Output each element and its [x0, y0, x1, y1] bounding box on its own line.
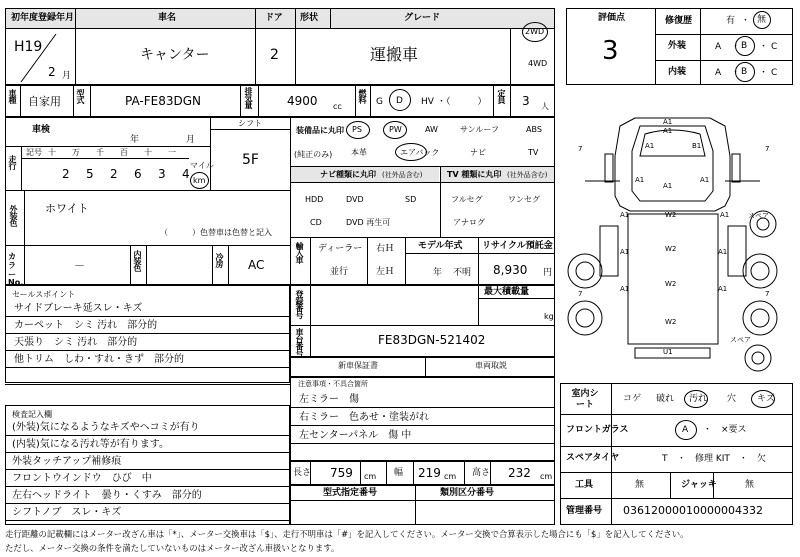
height-unit: cm: [540, 472, 553, 481]
equipment-label: 装備品に丸印: [296, 126, 344, 135]
ext-dot2: ・: [759, 42, 769, 52]
notes-label: 注意事項・不具合箇所: [298, 380, 368, 388]
color-repaint: （ ）色替車は色替と記入: [160, 228, 272, 237]
jack-label: ジャッキ: [681, 480, 717, 490]
ext-b: B: [741, 41, 748, 51]
width-value: 219: [418, 466, 441, 480]
mileage-digit: 6: [134, 167, 142, 181]
km-label: km: [193, 176, 206, 185]
max-load-label: 最大積載量: [484, 287, 530, 297]
int-dot2: ・: [759, 68, 769, 78]
import-label: 輸入車: [295, 242, 304, 263]
diagram-a1-l3: A1: [620, 285, 630, 293]
ext-dot1: ・: [731, 42, 741, 52]
footer-line1: 走行距離の記載欄にはメーター改ざん車は「*」、メーター交換車は「$」、走行不明車は「#」を記入してください。メーター交換で合算表示した場合にも「$」を記入してください。: [5, 529, 689, 539]
type-label: 車種: [8, 89, 17, 103]
mileage-digit-label: 記号: [26, 148, 42, 157]
diagram-w2-1: W2: [665, 211, 677, 219]
navi-item: SD: [405, 195, 417, 204]
notes-line: 右ミラー 色あせ・塗装がれ: [299, 412, 429, 423]
equipment-item: TV: [528, 148, 539, 157]
mgmt-label: 管理番号: [566, 506, 603, 516]
sheet-item: コゲ: [623, 394, 642, 404]
repair-no: 無: [757, 15, 767, 25]
height-value: 232: [508, 466, 531, 480]
disp-label: 排気量: [244, 87, 253, 108]
equipment-item: PS: [352, 125, 362, 134]
mileage-digit-label: 千: [96, 148, 104, 157]
diagram-a1-f1: A1: [645, 142, 655, 150]
spare-kit: ・ 修理 KIT ・ 欠: [677, 454, 766, 464]
model-year-unit: 年: [433, 268, 443, 278]
manual: 車両取説: [475, 361, 507, 370]
car-name-value: キャンター: [140, 47, 210, 63]
grade-value: 運搬車: [370, 45, 419, 64]
diagram-a1-c: A1: [663, 182, 673, 190]
tv-label: TV 種類に丸印: [447, 170, 502, 179]
ext-a: A: [715, 42, 722, 52]
door-label: ドア: [265, 13, 283, 23]
month-unit: 月: [62, 71, 72, 81]
inspect-line: フロントウインドウ ひび 中: [12, 473, 152, 484]
insp-month-unit: 月: [186, 135, 196, 145]
ac-value: AC: [248, 258, 265, 272]
diagram-a1-top: A1: [663, 118, 673, 126]
sheet-item: 汚れ: [689, 394, 708, 404]
ext-label: 外装: [668, 41, 687, 51]
equipment-item: サンルーフ: [460, 125, 499, 134]
tv-item: ワンセグ: [508, 195, 540, 204]
mileage-digit: 4: [182, 167, 190, 181]
registration-label: 登録番号: [295, 290, 304, 318]
equipment-sublabel: (純正のみ): [294, 150, 333, 159]
recycle-value: 8,930: [493, 263, 528, 277]
ac-label: 冷房: [215, 253, 224, 267]
year-label: 初年度登録年月: [11, 13, 75, 23]
spare-label: スペアタイヤ: [566, 453, 620, 463]
footer-line2: ただし、メーター交換の条件を満たしていないものはメーター改ざん車扱いとなります。: [5, 543, 340, 553]
doors-value: 2: [270, 47, 279, 63]
import-left-h: 左Ｈ: [376, 267, 395, 277]
int-b: B: [741, 67, 748, 77]
navi-label: ナビ種類に丸印: [320, 170, 376, 179]
capacity-unit: 人: [541, 102, 549, 111]
model-year-label: モデル年式: [418, 241, 463, 251]
score-value: 3: [602, 36, 619, 66]
len-label: 長さ: [293, 468, 312, 478]
len-unit: cm: [364, 472, 377, 481]
diagram-a1-s1: A1: [620, 211, 630, 219]
fuel-g: G: [376, 97, 383, 107]
equipment-item: 本革: [351, 148, 367, 157]
import-right-h: 右Ｈ: [376, 244, 395, 254]
model-year-unknown: 不明: [453, 268, 472, 278]
type-value: 自家用: [28, 95, 61, 108]
shift-label: シフト: [238, 119, 262, 128]
docs-row: [290, 357, 555, 377]
capacity-label: 定員: [497, 89, 506, 103]
drive-4wd: 4WD: [528, 59, 548, 68]
sales-line: カーペット シミ 汚れ 部分的: [14, 320, 158, 331]
color-no-label: カラーNo.: [8, 252, 24, 288]
diagram-7-left: 7: [578, 145, 583, 153]
int-label: 内装: [668, 67, 687, 77]
capacity-value: 3: [522, 94, 530, 108]
max-load-unit: kg: [544, 312, 554, 321]
notes-line: 左センターパネル 傷 中: [299, 430, 412, 441]
navi-item: HDD: [305, 195, 324, 204]
mileage-digit-label: 万: [72, 148, 80, 157]
score-label: 評価点: [598, 13, 626, 23]
spare-t: T: [662, 454, 668, 464]
sheet-item: キズ: [757, 394, 775, 404]
int-dot1: ・: [731, 68, 741, 78]
tv-sub: (社外品含む): [507, 171, 548, 179]
diagram-a1-r3: A1: [718, 285, 728, 293]
diagram-a1-s2: A1: [720, 211, 730, 219]
model-label: 型式: [76, 89, 85, 103]
windshield-label: フロントガラス: [566, 425, 629, 435]
sales-line: サイドブレーキ延スレ・キズ: [14, 303, 143, 314]
mileage-digit: 3: [158, 167, 166, 181]
equipment-item: エアバック: [400, 148, 440, 157]
diagram-a1-r2: A1: [718, 248, 728, 256]
navi-item: CD: [310, 218, 322, 227]
diagram-u1: U1: [663, 348, 673, 356]
color-value: ホワイト: [45, 202, 89, 215]
mile-label: マイル: [190, 161, 214, 170]
new-warranty: 新車保証書: [338, 361, 378, 370]
ext-c: C: [771, 42, 778, 52]
windshield-a: A: [682, 425, 689, 435]
diagram-a1-l: A1: [635, 176, 645, 184]
recycle-unit: 円: [543, 268, 553, 278]
import-dealer: ディーラー: [318, 244, 363, 254]
diagram-w2-4: W2: [665, 318, 677, 326]
tv-item: フルセグ: [451, 195, 483, 204]
diagram-spare-bottom: スペア: [730, 336, 751, 344]
width-label: 幅: [394, 468, 404, 478]
tv-item: アナログ: [453, 218, 485, 227]
diagram-a1-l2: A1: [620, 248, 630, 256]
vehicle-diagram: [560, 96, 793, 376]
inspect-line: 外装タッチアップ補修痕: [12, 456, 122, 467]
import-parallel: 並行: [330, 267, 349, 277]
mileage-digit: 5: [86, 167, 94, 181]
diagram-7-right2: 7: [765, 290, 770, 298]
diagram-a1-r: A1: [700, 176, 710, 184]
shape-label: 形状: [300, 13, 319, 23]
notes-line: 左ミラー 傷: [299, 394, 359, 405]
equipment-item: PW: [389, 125, 402, 134]
chassis-value: FE83DGN-521402: [378, 333, 486, 347]
drive-2wd: 2WD: [525, 27, 545, 36]
len-value: 759: [330, 466, 353, 480]
fuel-d: D: [396, 96, 403, 106]
sales-line: 天張り シミ 汚れ 部分的: [14, 337, 138, 348]
insp-year-unit: 年: [130, 135, 140, 145]
repair-yes: 有: [726, 16, 736, 26]
int-c: C: [771, 68, 778, 78]
sheet-item: 破れ: [656, 394, 675, 404]
navi-sub: (社外品含む): [382, 171, 423, 179]
mileage-digit-label: 一: [168, 148, 176, 157]
int-a: A: [715, 68, 722, 78]
sales-label: セールスポイント: [12, 290, 76, 299]
inspect-notes-label: 検査記入欄: [12, 410, 52, 419]
width-unit: cm: [444, 472, 457, 481]
navi-item: DVD: [346, 195, 364, 204]
disp-value: 4900: [287, 94, 318, 108]
equipment-item: ナビ: [470, 148, 486, 157]
month-value: 2: [48, 65, 56, 79]
sales-line: 他トリム しわ・すれ・きず 部分的: [14, 354, 184, 365]
diagram-b1: B1: [692, 142, 702, 150]
grade-label: グレード: [404, 13, 441, 23]
jack-none: 無: [745, 480, 755, 490]
color-label: 外装色: [9, 205, 18, 226]
diagram-7-left2: 7: [578, 290, 583, 298]
sales-box: [5, 285, 290, 383]
disp-unit: cc: [333, 102, 342, 111]
diagram-7-right: 7: [765, 145, 770, 153]
interior-color-label: 内装色: [133, 250, 142, 271]
interior-sheet-label: 室内シート: [571, 389, 599, 410]
equipment-item: AW: [425, 125, 438, 134]
mileage-digit-label: 百: [120, 148, 128, 157]
inspection-label: 車検: [32, 125, 51, 135]
repair-dot: ・: [741, 16, 751, 26]
inspect-line: シフトノブ スレ・キズ: [12, 507, 122, 518]
fuel-hv: HV: [421, 97, 434, 107]
fuel-paren: ・（ ）: [437, 97, 487, 107]
repair-label: 修復歴: [665, 16, 693, 26]
color-no-value: －: [74, 259, 85, 272]
car-name-label: 車名: [158, 13, 177, 23]
inspect-line: (内装)気になる汚れ等が有ります。: [12, 439, 170, 450]
mileage-digit: 2: [62, 167, 70, 181]
inspect-line: (外装)気になるようなキズやヘコミが有り: [12, 422, 200, 433]
recycle-label: リサイクル預託金: [482, 241, 553, 251]
diagram-w2-3: W2: [665, 280, 677, 288]
sheet-item: 穴: [727, 394, 737, 404]
windshield-mid: ・ ×要ス: [703, 425, 747, 435]
navi-item: DVD 再生可: [346, 218, 391, 227]
inspect-line: 左右ヘッドライト 曇り・くすみ 部分的: [12, 490, 202, 501]
equipment-item: ABS: [526, 125, 542, 134]
mgmt-value: 03612000010000004332: [623, 504, 763, 517]
diagram-a1-top2: A1: [663, 127, 673, 135]
class-label: 類別区分番号: [440, 488, 495, 498]
mileage-digit-label: 十: [48, 148, 56, 157]
shift-value: 5F: [242, 152, 259, 168]
type-spec-label: 型式指定番号: [323, 488, 378, 498]
tools-none: 無: [635, 480, 645, 490]
mileage-label: 走行: [8, 155, 17, 169]
fuel-label: 燃料: [358, 89, 367, 103]
height-label: 高さ: [472, 468, 491, 478]
chassis-label: 車台番号: [295, 328, 304, 356]
diagram-w2-2: W2: [665, 245, 677, 253]
tools-label: 工具: [575, 480, 594, 490]
mileage-digit-label: 十: [144, 148, 152, 157]
diagram-spare-top: スペア: [748, 212, 769, 220]
mileage-digit: 2: [110, 167, 118, 181]
model-value: PA-FE83DGN: [125, 94, 202, 108]
year-value: H19: [14, 39, 43, 55]
